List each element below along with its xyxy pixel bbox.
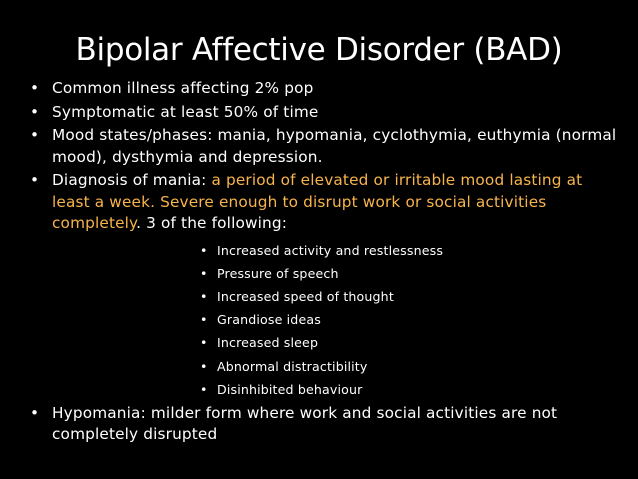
bullet-marker: •: [200, 242, 208, 258]
bullet-marker: •: [200, 312, 208, 328]
bullet-marker: •: [30, 79, 40, 97]
bullet-list: [30, 78, 620, 448]
diagnosis-definition: a period of elevated or irritable mood lasting at least a week. Severe enough to disrupt work or social activities completely: [52, 171, 583, 232]
bullet-marker: •: [30, 102, 40, 121]
diagnosis-suffix: . 3 of the following:: [136, 214, 288, 232]
bullet-marker: •: [200, 381, 208, 397]
criterion-text: Increased activity and restlessness: [217, 242, 444, 258]
bullet-diagnosis-of-mania: [30, 170, 620, 401]
criterion-text: Pressure of speech: [217, 265, 339, 281]
bullet-marker: •: [30, 403, 40, 422]
bullet-marker: •: [30, 171, 40, 189]
bullet-hypomania: [30, 403, 620, 446]
criterion-item: [200, 262, 620, 285]
criterion-item: [200, 355, 620, 378]
criterion-item: [200, 378, 620, 401]
criterion-text: Grandiose ideas: [217, 312, 321, 328]
bullet-text: Symptomatic at least 50% of time: [52, 102, 319, 121]
criterion-text: Abnormal distractibility: [217, 358, 368, 374]
criterion-text: Increased speed of thought: [217, 288, 394, 304]
bullet-text: Common illness affecting 2% pop: [52, 79, 314, 97]
bullet-symptomatic: [30, 102, 620, 124]
criterion-text: Disinhibited behaviour: [217, 381, 363, 397]
criterion-item: [200, 285, 620, 308]
bullet-marker: •: [200, 335, 208, 351]
criterion-item: [200, 308, 620, 331]
diagnosis-prefix: Diagnosis of mania:: [52, 171, 212, 189]
bullet-marker: •: [200, 288, 208, 304]
criterion-item: [200, 239, 620, 262]
bullet-marker: •: [200, 265, 208, 281]
bullet-prevalence: [30, 78, 620, 100]
bullet-text: Hypomania: milder form where work and social activities are not completely disrupted: [52, 403, 558, 444]
bullet-mood-states: [30, 125, 620, 168]
criterion-item: [200, 331, 620, 354]
mania-criteria-list: [200, 239, 620, 401]
criterion-text: Increased sleep: [217, 335, 319, 351]
bullet-marker: •: [200, 358, 208, 374]
bullet-marker: •: [30, 126, 40, 144]
slide-title: Bipolar Affective Disorder (BAD): [75, 32, 563, 68]
bullet-text: Mood states/phases: mania, hypomania, cyclothymia, euthymia (normal mood), dysthymia and depression.: [52, 126, 617, 166]
